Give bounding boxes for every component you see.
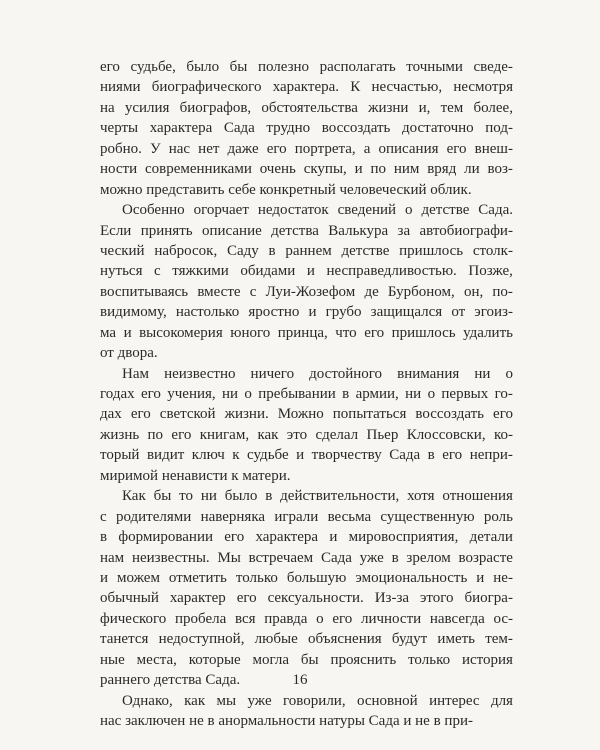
paragraph <box>100 364 513 487</box>
text-line: ческий набросок, Саду в раннем детстве пришлось столк- <box>100 242 513 259</box>
text-line: в формировании его характера и мировосприятия, детали <box>100 529 513 546</box>
text-line: Однако, как мы уже говорили, основной интерес для <box>122 692 513 709</box>
text-line: нам неизвестны. Мы встречаем Сада уже в зрелом возрасте <box>100 549 513 566</box>
paragraph <box>100 57 513 200</box>
text-line: с родителями наверняка играли весьма существенную роль <box>100 508 513 525</box>
text-line: ные места, которые могла бы прояснить только история <box>100 651 513 668</box>
text-line: Особенно огорчает недостаток сведений о детстве Сада. <box>122 202 513 219</box>
page-number: 16 <box>292 672 308 688</box>
text-line: фического пробела вся правда о его личности навсегда ос- <box>100 610 513 627</box>
text-line: обычный характер его сексуальности. Из-за этого биогра- <box>100 590 513 607</box>
text-line: ности современниками очень скупы, и по ним вряд ли воз- <box>100 161 513 178</box>
text-line: дах его светской жизни. Можно попытаться воссоздать его <box>100 406 513 423</box>
paragraph <box>100 486 513 690</box>
text-line: годах его учения, ни о пребывании в армии, ни о первых го- <box>100 386 513 402</box>
text-line: воспитываясь вместе с Луи-Жозефом де Бурбоном, он, по- <box>100 283 513 300</box>
text-line: торый видит ключ к судьбе и творчеству Сада в его непри- <box>100 447 513 464</box>
text-line: можно представить себе конкретный человеческий облик. <box>100 181 472 198</box>
text-line: Нам неизвестно ничего достойного внимания ни о <box>122 365 513 382</box>
paragraph <box>100 691 513 732</box>
text-line: танется недоступной, любые объяснения будут иметь тем- <box>100 631 513 648</box>
text-line: Если принять описание детства Валькура за автобиографи- <box>100 222 513 239</box>
text-line: черты характера Сада трудно воссоздать достаточно под- <box>100 120 513 137</box>
paragraph <box>100 200 513 364</box>
text-line: ма и высокомерия юного принца, что его пришлось удалить <box>100 324 513 341</box>
text-line: миримой ненависти к матери. <box>100 467 291 484</box>
text-line: ниями биографического характера. К несчастью, несмотря <box>100 79 513 96</box>
text-line: нуться с тяжкими обидами и несправедливостью. Позже, <box>100 263 513 280</box>
text-line: раннего детства Сада. <box>100 672 241 689</box>
text-line: на усилия биографов, обстоятельства жизни и, тем более, <box>100 99 513 116</box>
text-line: и можем отметить только большую эмоциональность и не- <box>100 569 513 586</box>
text-line: его судьбе, было бы полезно располагать точными сведе- <box>100 59 513 75</box>
text-line: от двора. <box>100 345 158 362</box>
text-line: жизнь по его книгам, как это сделал Пьер Клоссовски, ко- <box>100 426 513 443</box>
body-text <box>100 57 513 731</box>
text-line: нас заключен не в анормальности натуры Сада и не в при- <box>100 713 473 729</box>
text-line: Как бы то ни было в действительности, хотя отношения <box>122 488 513 505</box>
text-line: робно. У нас нет даже его портрета, а описания его внеш- <box>100 140 513 157</box>
text-line: видимому, настолько яростно и грубо защищался от эгоиз- <box>100 304 513 321</box>
